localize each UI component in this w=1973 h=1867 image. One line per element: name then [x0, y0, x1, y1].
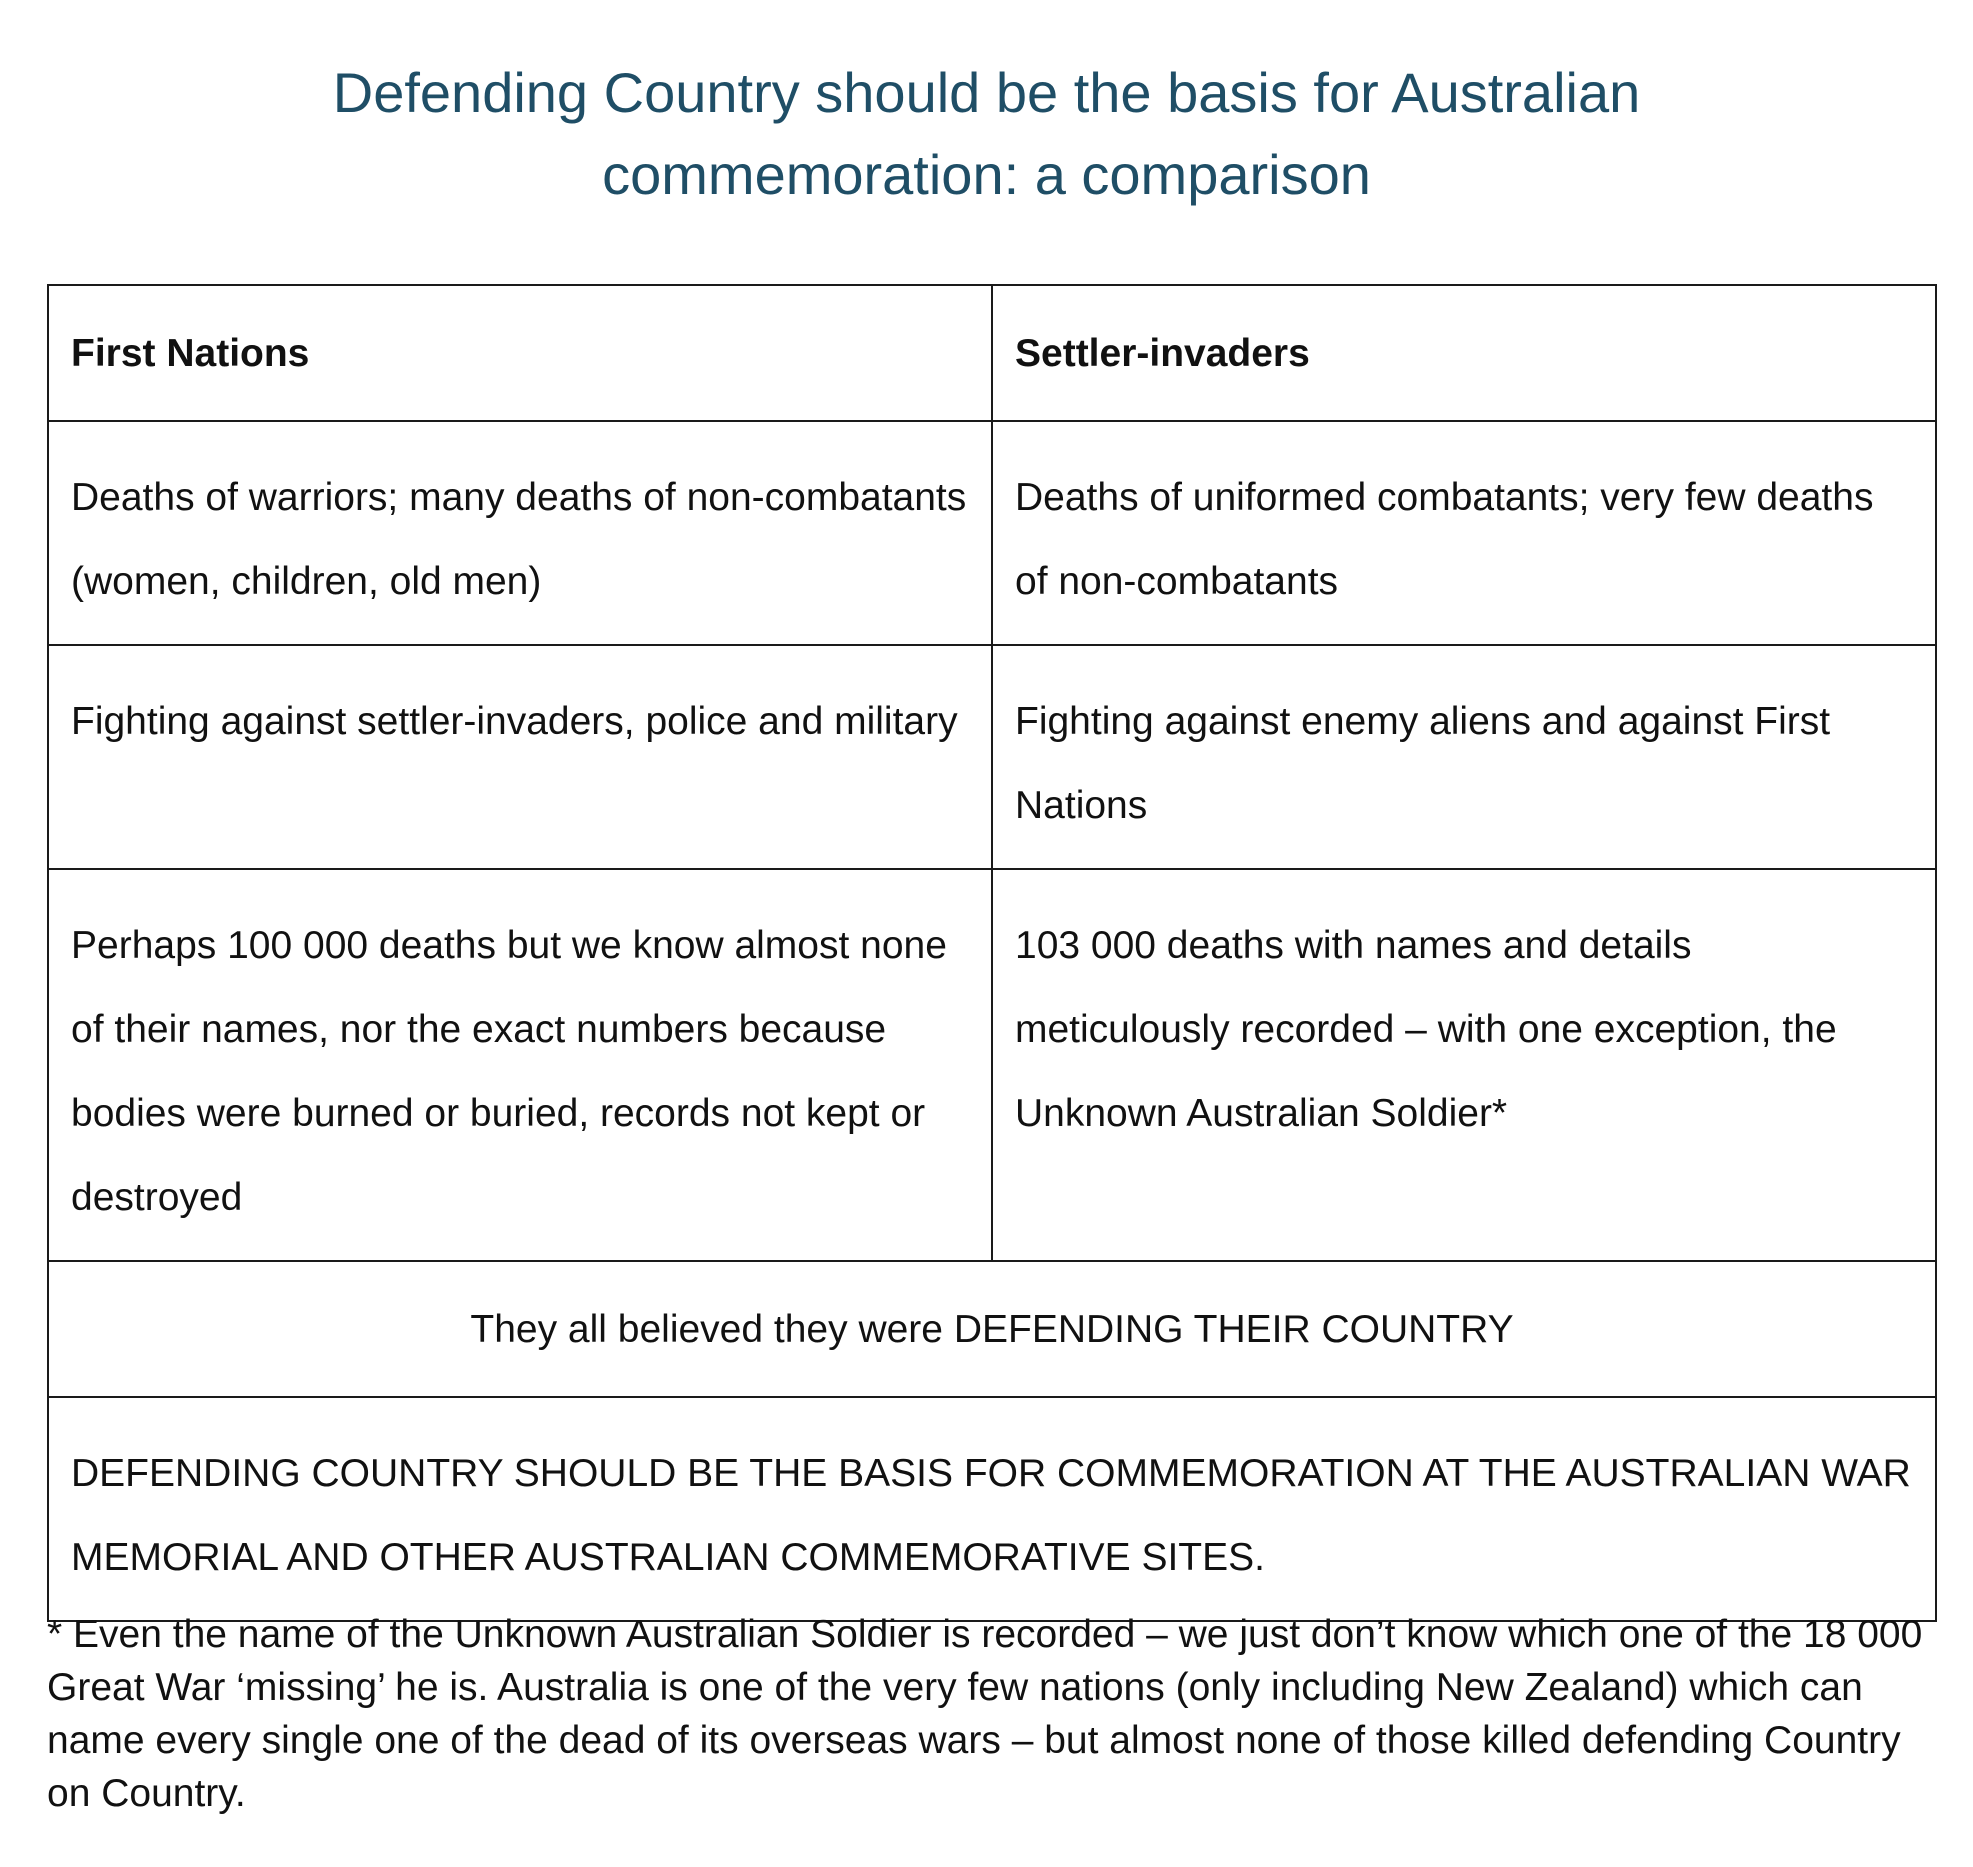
- cell-first-nations-fighting: Fighting against settler-invaders, police and military: [48, 645, 992, 869]
- cell-first-nations-deaths: Deaths of warriors; many deaths of non-combatants (women, children, old men): [48, 421, 992, 645]
- table-row-belief: [48, 1261, 1936, 1397]
- table-header-row: [48, 285, 1936, 421]
- table-row: [48, 421, 1936, 645]
- cell-first-nations-numbers: Perhaps 100 000 deaths but we know almost none of their names, nor the exact numbers because bodies were burned or buried, records not kept or destroyed: [48, 869, 992, 1261]
- table-row: [48, 869, 1936, 1261]
- header-settler-invaders: Settler-invaders: [992, 285, 1936, 421]
- footnote: * Even the name of the Unknown Australian Soldier is recorded – we just don’t know which one of the 18 000 Great War ‘missing’ he is. Australia is one of the very few nations (only including New Zealand) which can name every single one of the dead of its overseas wars – but almost none of those killed defending Country on Country.: [47, 1613, 1923, 1815]
- cell-settler-fighting: Fighting against enemy aliens and against First Nations: [992, 645, 1936, 869]
- cell-settler-numbers: 103 000 deaths with names and details meticulously recorded – with one exception, the Unknown Australian Soldier*: [992, 869, 1936, 1261]
- comparison-table: [47, 284, 1937, 1622]
- header-first-nations: First Nations: [48, 285, 992, 421]
- table-row: [48, 645, 1936, 869]
- cell-conclusion: DEFENDING COUNTRY SHOULD BE THE BASIS FOR COMMEMORATION AT THE AUSTRALIAN WAR MEMORIAL AND OTHER AUSTRALIAN COMMEMORATIVE SITES.: [48, 1397, 1936, 1621]
- title-line-1: Defending Country should be the basis for Australian: [332, 61, 1641, 124]
- title-line-2: commemoration: a comparison: [602, 143, 1371, 206]
- table-row-conclusion: [48, 1397, 1936, 1621]
- cell-settler-deaths: Deaths of uniformed combatants; very few deaths of non-combatants: [992, 421, 1936, 645]
- document-title: [0, 52, 1973, 216]
- cell-shared-belief: They all believed they were DEFENDING THEIR COUNTRY: [48, 1261, 1936, 1397]
